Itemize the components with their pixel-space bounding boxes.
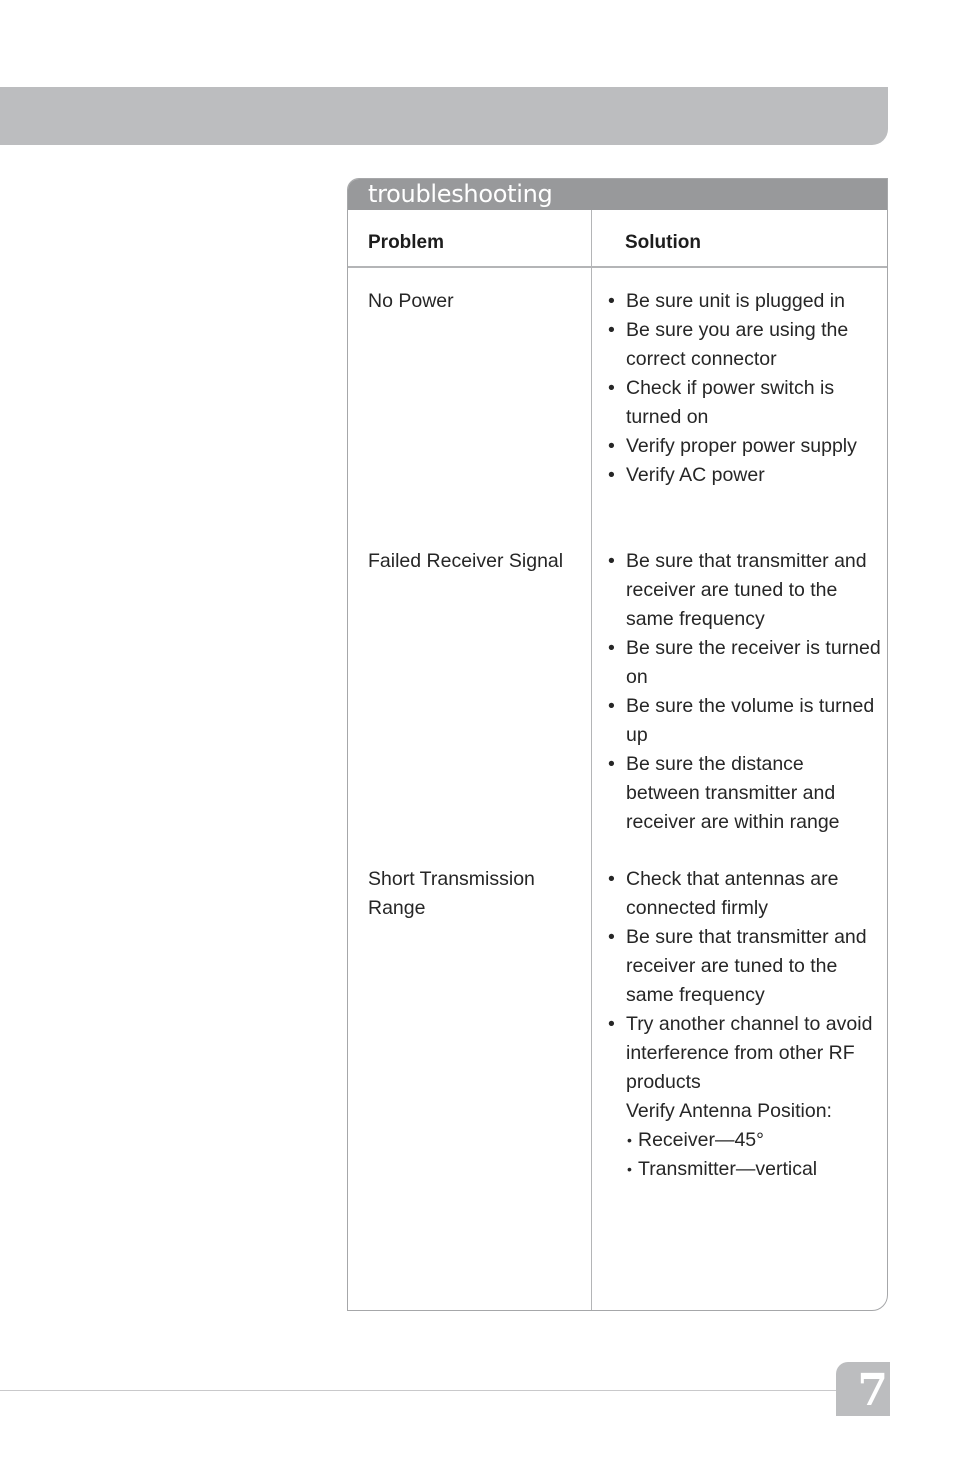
solution-list (606, 547, 881, 837)
solution-list (606, 865, 881, 1097)
solution-item: • Check if power switch is turned on (606, 374, 881, 432)
solution-item: • Be sure you are using the correct connector (606, 316, 881, 374)
solution-cell-failed-receiver-signal (606, 547, 881, 837)
problem-cell-failed-receiver-signal: Failed Receiver Signal (368, 550, 564, 572)
header-divider (348, 266, 887, 268)
solution-item: • Be sure that transmitter and receiver are tuned to the same frequency (606, 923, 881, 1010)
solution-item: • Be sure unit is plugged in (606, 287, 881, 316)
solution-cell-no-power (606, 287, 881, 490)
section-title-bar (348, 179, 887, 210)
solution-item: • Verify AC power (606, 461, 881, 490)
antenna-position-note: Verify Antenna Position: (626, 1100, 832, 1122)
footer-rule (0, 1390, 836, 1391)
solution-item: • Be sure the distance between transmitter and receiver are within range (606, 750, 881, 837)
antenna-sub-item: • Receiver—45° (606, 1126, 881, 1155)
page-number-tab (836, 1362, 890, 1416)
column-divider (591, 210, 592, 1311)
problem-cell-short-transmission-range: Short Transmission Range (368, 868, 535, 919)
solution-item: • Try another channel to avoid interference from other RF products (606, 1010, 881, 1097)
solution-item: • Check that antennas are connected firmly (606, 865, 881, 923)
section-title: troubleshooting (368, 180, 553, 208)
solution-item: • Verify proper power supply (606, 432, 881, 461)
troubleshooting-table (347, 178, 888, 1311)
solution-item: • Be sure that transmitter and receiver are tuned to the same frequency (606, 547, 881, 634)
problem-cell-no-power: No Power (368, 290, 454, 312)
solution-list (606, 287, 881, 490)
header-band (0, 87, 888, 145)
solution-cell-short-transmission-range (606, 865, 881, 1184)
page-number: 7 (857, 1365, 888, 1416)
solution-column-header: Solution (625, 232, 701, 253)
solution-item: • Be sure the receiver is turned on (606, 634, 881, 692)
problem-column-header: Problem (368, 232, 445, 253)
solution-item: • Be sure the volume is turned up (606, 692, 881, 750)
antenna-sub-item: • Transmitter—vertical (606, 1155, 881, 1184)
